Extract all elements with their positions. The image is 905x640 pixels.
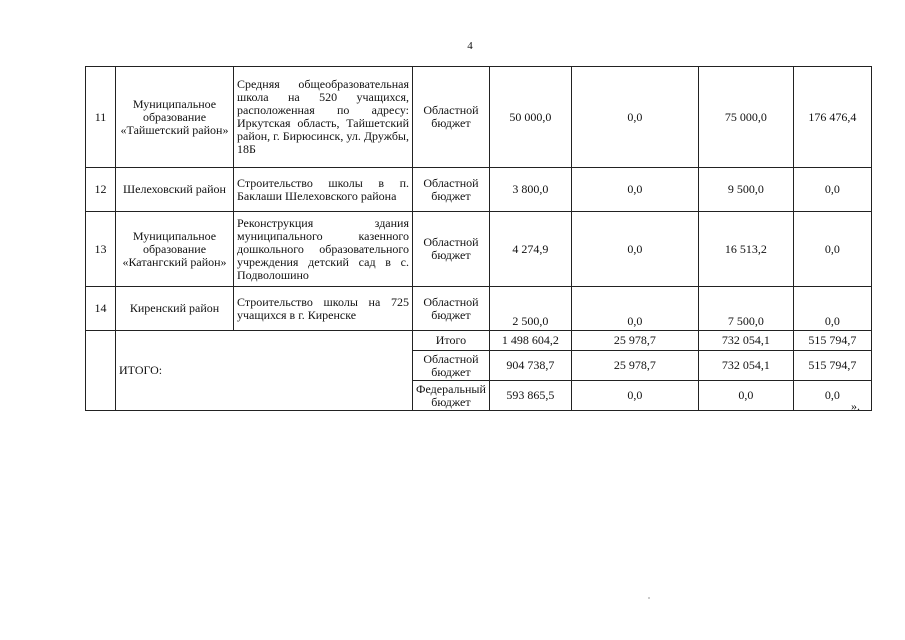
value-cell: 176 476,4 bbox=[793, 67, 871, 168]
scan-speck bbox=[648, 597, 650, 599]
row-number: 14 bbox=[86, 287, 116, 331]
object-cell: Строительство школы в п. Баклаши Шелеховского района bbox=[234, 168, 413, 212]
source-cell: Областной бюджет bbox=[413, 287, 490, 331]
value-cell: 16 513,2 bbox=[698, 212, 793, 287]
value-cell: 515 794,7 bbox=[793, 331, 871, 351]
totals-label: ИТОГО: bbox=[116, 331, 413, 411]
table-row bbox=[86, 287, 872, 331]
closing-quote-mark: ». bbox=[851, 399, 860, 413]
value-cell: 0,0 bbox=[571, 381, 698, 411]
source-cell: Областной бюджет bbox=[413, 212, 490, 287]
municipality-cell: Шелеховский район bbox=[116, 168, 234, 212]
totals-number-cell bbox=[86, 331, 116, 411]
source-cell: Областной бюджет bbox=[413, 351, 490, 381]
value-cell: 593 865,5 bbox=[489, 381, 571, 411]
value-cell: 9 500,0 bbox=[698, 168, 793, 212]
value-cell: 0,0 bbox=[793, 212, 871, 287]
source-cell: Областной бюджет bbox=[413, 168, 490, 212]
row-number: 12 bbox=[86, 168, 116, 212]
row-number: 13 bbox=[86, 212, 116, 287]
value-cell: 25 978,7 bbox=[571, 351, 698, 381]
object-cell: Строительство школы на 725 учащихся в г. Киренске bbox=[234, 287, 413, 331]
municipality-cell: Муниципальное образование «Тайшетский район» bbox=[116, 67, 234, 168]
table-row bbox=[86, 212, 872, 287]
municipality-cell: Муниципальное образование «Катангский район» bbox=[116, 212, 234, 287]
totals-row bbox=[86, 331, 872, 351]
page-number: 4 bbox=[467, 40, 473, 52]
object-cell: Средняя общеобразовательная школа на 520 учащихся, расположенная по адресу: Иркутская область, Тайшетский район, г. Бирюсинск, ул. Дружбы, 18Б bbox=[234, 67, 413, 168]
value-cell: 25 978,7 bbox=[571, 331, 698, 351]
source-cell: Итого bbox=[413, 331, 490, 351]
value-cell: 0,0 bbox=[793, 287, 871, 331]
value-cell: 732 054,1 bbox=[698, 331, 793, 351]
value-cell: 75 000,0 bbox=[698, 67, 793, 168]
value-cell: 515 794,7 bbox=[793, 351, 871, 381]
municipality-cell: Киренский район bbox=[116, 287, 234, 331]
value-cell: 904 738,7 bbox=[489, 351, 571, 381]
object-cell: Реконструкция здания муниципального казенного дошкольного образовательного учреждения детский сад в с. Подволошино bbox=[234, 212, 413, 287]
source-cell: Федеральный бюджет bbox=[413, 381, 490, 411]
value-cell: 0,0 bbox=[698, 381, 793, 411]
value-cell: 3 800,0 bbox=[489, 168, 571, 212]
source-cell: Областной бюджет bbox=[413, 67, 490, 168]
value-cell: 4 274,9 bbox=[489, 212, 571, 287]
value-cell: 2 500,0 bbox=[489, 287, 571, 331]
value-cell: 1 498 604,2 bbox=[489, 331, 571, 351]
table-row bbox=[86, 67, 872, 168]
value-cell: 7 500,0 bbox=[698, 287, 793, 331]
value-cell: 0,0 bbox=[571, 67, 698, 168]
value-cell: 0,0 bbox=[571, 287, 698, 331]
budget-table bbox=[85, 66, 872, 411]
value-cell: 0,0 bbox=[793, 168, 871, 212]
value-cell: 0,0 bbox=[571, 168, 698, 212]
value-cell: 0,0 bbox=[793, 381, 871, 411]
row-number: 11 bbox=[86, 67, 116, 168]
value-cell: 732 054,1 bbox=[698, 351, 793, 381]
value-cell: 50 000,0 bbox=[489, 67, 571, 168]
value-cell: 0,0 bbox=[571, 212, 698, 287]
table-row bbox=[86, 168, 872, 212]
